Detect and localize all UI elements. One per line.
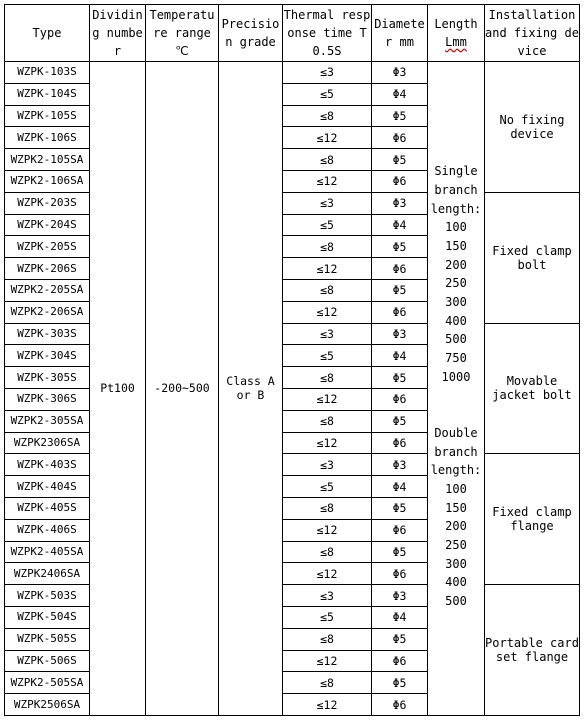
length-line: Single	[434, 164, 478, 179]
thermal-response-cell: ≤8	[283, 628, 372, 650]
thermal-response-cell: ≤12	[283, 432, 372, 454]
installation-device-cell: Movable jacket bolt	[485, 323, 580, 454]
type-cell: WZPK-103S	[5, 62, 90, 84]
diameter-cell: Φ5	[372, 410, 428, 432]
type-cell: WZPK-404S	[5, 476, 90, 498]
diameter-cell: Φ6	[372, 388, 428, 410]
type-cell: WZPK-504S	[5, 606, 90, 628]
thermal-response-cell: ≤5	[283, 606, 372, 628]
type-cell: WZPK2306SA	[5, 432, 90, 454]
spec-table	[4, 4, 580, 716]
type-cell: WZPK-104S	[5, 83, 90, 105]
header-temperature-range: Temperature range ℃	[146, 5, 219, 62]
header-precision-grade: Precision grade	[219, 5, 283, 62]
length-line: 250	[445, 276, 467, 291]
type-cell: WZPK-203S	[5, 192, 90, 214]
length-line: 300	[445, 556, 467, 571]
length-line: 150	[445, 500, 467, 515]
type-cell: WZPK-306S	[5, 388, 90, 410]
thermal-response-cell: ≤12	[283, 301, 372, 323]
diameter-cell: Φ4	[372, 476, 428, 498]
thermal-response-cell: ≤8	[283, 236, 372, 258]
diameter-cell: Φ6	[372, 301, 428, 323]
type-cell: WZPK2506SA	[5, 694, 90, 716]
length-line: 750	[445, 351, 467, 366]
diameter-cell: Φ3	[372, 323, 428, 345]
diameter-cell: Φ6	[372, 127, 428, 149]
installation-device-cell: Portable card set flange	[485, 585, 580, 716]
type-cell: WZPK-106S	[5, 127, 90, 149]
diameter-cell: Φ6	[372, 694, 428, 716]
diameter-cell: Φ4	[372, 83, 428, 105]
diameter-cell: Φ5	[372, 279, 428, 301]
length-line: branch	[434, 444, 478, 459]
length-line: 100	[445, 220, 467, 235]
type-cell: WZPK-204S	[5, 214, 90, 236]
length-line	[428, 388, 484, 407]
type-cell: WZPK-506S	[5, 650, 90, 672]
diameter-cell: Φ3	[372, 62, 428, 84]
type-cell: WZPK-105S	[5, 105, 90, 127]
diameter-cell: Φ3	[372, 585, 428, 607]
diameter-cell: Φ5	[372, 105, 428, 127]
thermal-response-cell: ≤3	[283, 323, 372, 345]
thermal-response-cell: ≤12	[283, 519, 372, 541]
length-line	[428, 407, 484, 426]
thermal-response-cell: ≤3	[283, 62, 372, 84]
type-cell: WZPK2-505SA	[5, 672, 90, 694]
length-line: 200	[445, 519, 467, 534]
length-line: 300	[445, 295, 467, 310]
temperature-range-cell: -200~500	[146, 62, 219, 716]
thermal-response-cell: ≤8	[283, 105, 372, 127]
thermal-response-cell: ≤12	[283, 694, 372, 716]
thermal-response-cell: ≤12	[283, 563, 372, 585]
diameter-cell: Φ6	[372, 563, 428, 585]
installation-device-cell: Fixed clamp flange	[485, 454, 580, 585]
diameter-cell: Φ6	[372, 432, 428, 454]
diameter-cell: Φ5	[372, 149, 428, 171]
thermal-response-cell: ≤12	[283, 127, 372, 149]
dividing-number-cell: Pt100	[90, 62, 146, 716]
header-installation: Installation and fixing device	[485, 5, 580, 62]
diameter-cell: Φ5	[372, 541, 428, 563]
header-type: Type	[5, 5, 90, 62]
length-line: length:	[430, 201, 482, 216]
diameter-cell: Φ5	[372, 497, 428, 519]
type-cell: WZPK-505S	[5, 628, 90, 650]
diameter-cell: Φ3	[372, 454, 428, 476]
length-line: 150	[445, 238, 467, 253]
length-line: branch	[434, 182, 478, 197]
precision-grade-cell: Class A or B	[219, 62, 283, 716]
thermal-response-cell: ≤8	[283, 541, 372, 563]
thermal-response-cell: ≤8	[283, 367, 372, 389]
diameter-cell: Φ6	[372, 258, 428, 280]
thermal-response-cell: ≤12	[283, 388, 372, 410]
type-cell: WZPK-406S	[5, 519, 90, 541]
type-cell: WZPK2-305SA	[5, 410, 90, 432]
thermal-response-cell: ≤12	[283, 170, 372, 192]
thermal-response-cell: ≤5	[283, 476, 372, 498]
table-body	[5, 62, 580, 716]
type-cell: WZPK-405S	[5, 497, 90, 519]
length-line: 200	[445, 257, 467, 272]
type-cell: WZPK-503S	[5, 585, 90, 607]
thermal-response-cell: ≤12	[283, 650, 372, 672]
thermal-response-cell: ≤3	[283, 192, 372, 214]
length-line: 100	[445, 481, 467, 496]
diameter-cell: Φ3	[372, 192, 428, 214]
thermal-response-cell: ≤3	[283, 454, 372, 476]
type-cell: WZPK-303S	[5, 323, 90, 345]
header-length	[428, 5, 485, 62]
diameter-cell: Φ5	[372, 236, 428, 258]
diameter-cell: Φ4	[372, 214, 428, 236]
length-cell	[428, 62, 485, 716]
installation-device-cell: Fixed clamp bolt	[485, 192, 580, 323]
length-line: 400	[445, 575, 467, 590]
type-cell: WZPK-206S	[5, 258, 90, 280]
diameter-cell: Φ4	[372, 606, 428, 628]
type-cell: WZPK2-405SA	[5, 541, 90, 563]
type-cell: WZPK2-106SA	[5, 170, 90, 192]
diameter-cell: Φ5	[372, 628, 428, 650]
type-cell: WZPK-205S	[5, 236, 90, 258]
diameter-cell: Φ6	[372, 519, 428, 541]
length-line: length:	[430, 463, 482, 478]
thermal-response-cell: ≤12	[283, 258, 372, 280]
installation-device-cell: No fixing device	[485, 62, 580, 193]
thermal-response-cell: ≤8	[283, 410, 372, 432]
length-line: 1000	[441, 369, 471, 384]
type-cell: WZPK-403S	[5, 454, 90, 476]
thermal-response-cell: ≤8	[283, 497, 372, 519]
type-cell: WZPK-304S	[5, 345, 90, 367]
header-length-line1: Length	[434, 17, 478, 31]
header-diameter: Diameter mm	[372, 5, 428, 62]
diameter-cell: Φ4	[372, 345, 428, 367]
header-row	[5, 5, 580, 62]
header-dividing-number: Dividing number	[90, 5, 146, 62]
type-cell: WZPK-305S	[5, 367, 90, 389]
thermal-response-cell: ≤5	[283, 83, 372, 105]
type-cell: WZPK2-105SA	[5, 149, 90, 171]
thermal-response-cell: ≤8	[283, 279, 372, 301]
thermal-response-cell: ≤5	[283, 345, 372, 367]
thermal-response-cell: ≤5	[283, 214, 372, 236]
length-line: 400	[445, 313, 467, 328]
type-cell: WZPK2406SA	[5, 563, 90, 585]
type-cell: WZPK2-205SA	[5, 279, 90, 301]
length-line: 250	[445, 537, 467, 552]
diameter-cell: Φ6	[372, 650, 428, 672]
thermal-response-cell: ≤8	[283, 672, 372, 694]
diameter-cell: Φ6	[372, 170, 428, 192]
thermal-response-cell: ≤8	[283, 149, 372, 171]
length-line: 500	[445, 332, 467, 347]
length-line: 500	[445, 594, 467, 609]
diameter-cell: Φ5	[372, 672, 428, 694]
thermal-response-cell: ≤3	[283, 585, 372, 607]
table-row	[5, 62, 580, 84]
diameter-cell: Φ5	[372, 367, 428, 389]
type-cell: WZPK2-206SA	[5, 301, 90, 323]
length-line: Double	[434, 425, 478, 440]
header-length-line2: Lmm	[445, 35, 467, 49]
header-thermal-response: Thermal response time T0.5S	[283, 5, 372, 62]
